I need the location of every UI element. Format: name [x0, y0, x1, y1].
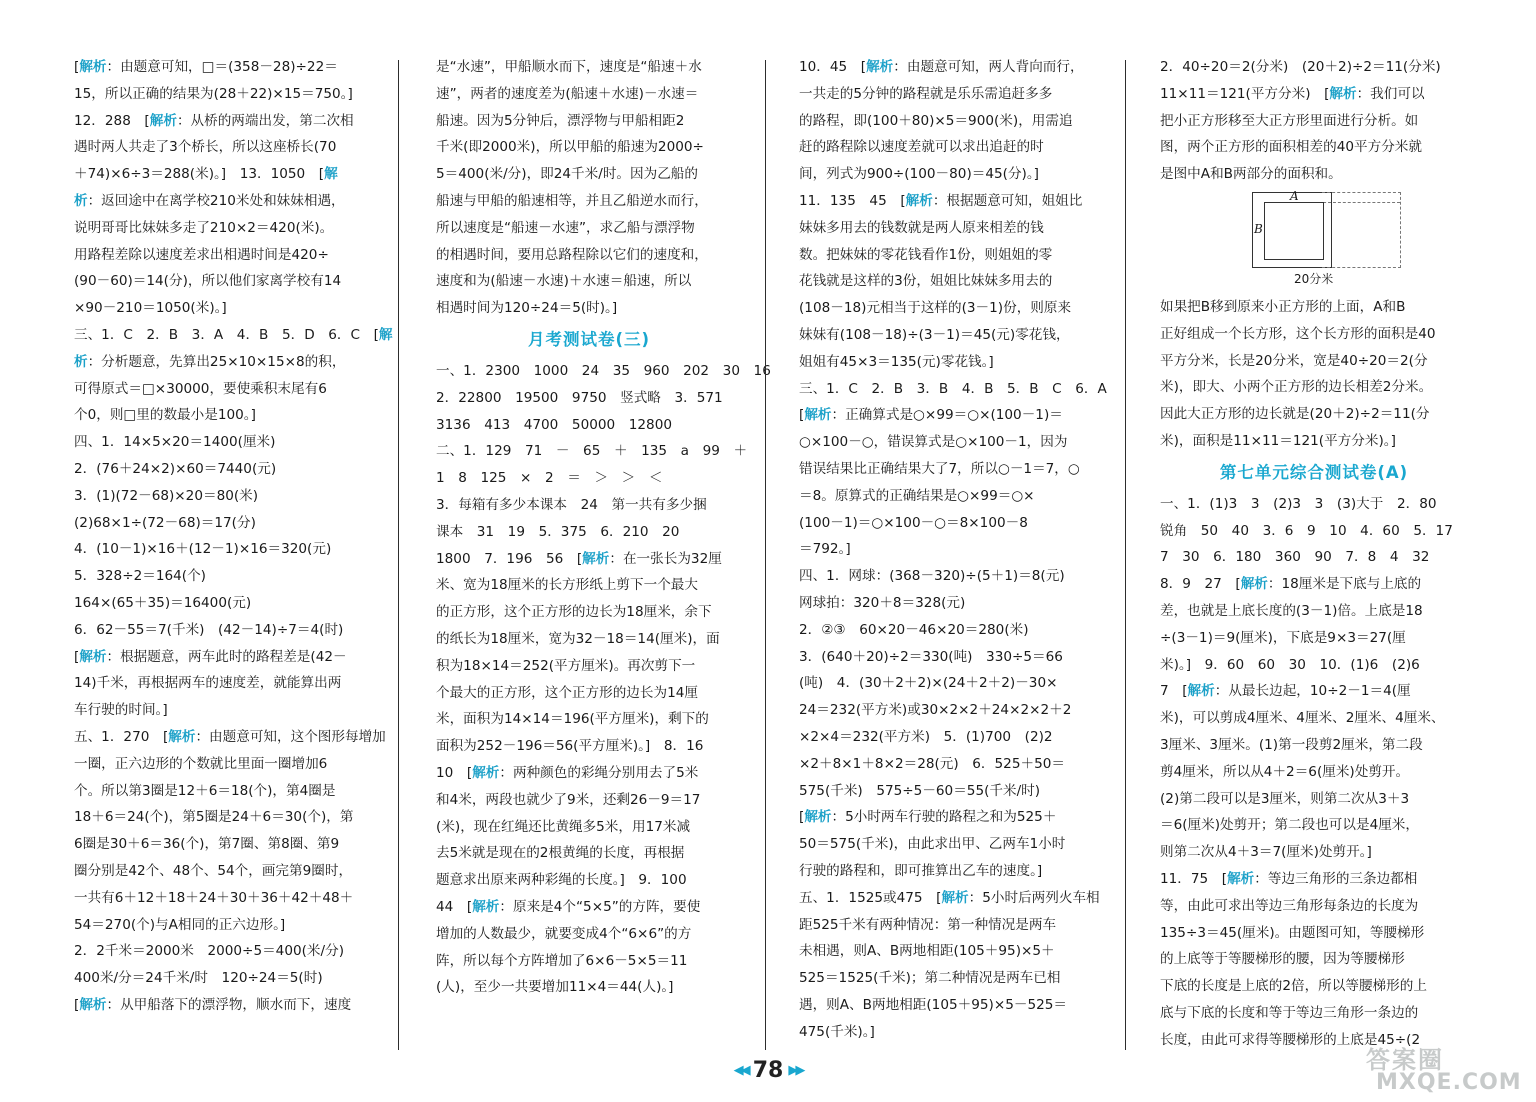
- answer-line: 的上底等于等腰梯形的腰，因为等腰梯形: [1160, 951, 1405, 968]
- answer-line: [436, 760, 742, 787]
- answer-text: 8．9 27 [: [1160, 576, 1241, 593]
- answer-line: 积为18×14＝252(平方厘米)。再次剪下一: [436, 657, 696, 674]
- answer-line: 妹妹有(108－18)÷(3－1)＝45(元)零花钱，: [799, 326, 1070, 343]
- answer-line: 题意求出原来两种彩绳的长度。] 9．100: [436, 872, 687, 889]
- analysis-tag: 解析: [168, 728, 196, 745]
- answer-line: ×2＋8×1＋8×2＝28(元) 6．525＋50＝: [799, 755, 1065, 772]
- answer-line: 锐角 50 40 3．6 9 10 4．60 5．17: [1160, 522, 1453, 539]
- answer-text: ：由题意可知，这个图形每增加: [195, 728, 386, 745]
- answer-line: [74, 992, 382, 1019]
- answer-line: 14)千米，再根据两车的速度差，就能算出两: [74, 675, 342, 692]
- answer-line: [799, 804, 1107, 831]
- answer-text: ：18厘米是下底与上底的: [1267, 576, 1422, 593]
- label-a: A: [1290, 188, 1299, 203]
- dashed-rectangle: [1322, 192, 1401, 268]
- answer-line: 米)，面积是11×11＝121(平方分米)。]: [1160, 432, 1396, 449]
- answer-line: [74, 322, 393, 349]
- analysis-tag: 解析: [866, 59, 894, 75]
- answer-line: 船速与甲船的船速相等，并且乙船逆水而行，: [436, 192, 708, 209]
- next-arrow-icon: ▶▶: [788, 1063, 803, 1078]
- answer-line: 一、1．(1)3 3 (2)3 3 (3)大于 2．80: [1160, 495, 1437, 512]
- answer-line: 二、1．129 71 － 65 ＋ 135 a 99 ＋: [436, 443, 748, 460]
- prev-arrow-icon: ◀◀: [733, 1063, 748, 1078]
- answer-line: [74, 108, 382, 135]
- answer-line: 间，列式为900÷(100－80)＝45(分)。]: [799, 166, 1039, 183]
- answer-line: 和4米，两段也就少了9米，还剩26－9＝17: [436, 791, 701, 808]
- small-square: [1264, 202, 1324, 260]
- answer-line: ＝6(厘米)处剪开；第二段也可以是4厘米，: [1160, 817, 1419, 834]
- answer-line: 1 8 125 × 2 ＝ ＞ ＞ ＜: [436, 470, 663, 487]
- answer-text: 11．135 45 [: [799, 192, 906, 209]
- answer-line: 网球拍：320＋8＝328(元): [799, 594, 966, 611]
- watermark-logo: [1366, 1040, 1526, 1096]
- answer-line: 数。把妹妹的零花钱看作1份，则姐姐的零: [799, 246, 1053, 263]
- answer-text: ：从最长边起，10÷2－1＝4(厘: [1214, 683, 1411, 700]
- analysis-tag: 解析: [1187, 683, 1215, 700]
- answer-line: 24＝232(平方米)或30×2×2＋24×2×2＋2: [799, 702, 1072, 719]
- answer-line: (90－60)＝14(分)，所以他们家离学校有14: [74, 273, 342, 290]
- answer-line: 米)，即大、小两个正方形的边长相差2分米。: [1160, 379, 1433, 396]
- answer-line: 50＝575(千米)，由此求出甲、乙两车1小时: [799, 836, 1066, 853]
- answer-line: 7 30 6．180 360 90 7．8 4 32: [1160, 549, 1430, 566]
- watermark-site: MXQE.COM: [1376, 1070, 1522, 1095]
- analysis-tag: 解析: [804, 809, 832, 826]
- column-2-top: [436, 54, 742, 322]
- analysis-tag: 解析: [149, 112, 177, 129]
- answer-line: 错误结果比正确结果大了7，所以○－1＝7，○: [799, 460, 1080, 477]
- analysis-tag: 解析: [941, 889, 969, 906]
- answer-line: 图，两个正方形的面积相差的40平方分米就: [1160, 139, 1422, 156]
- answer-text: 12．288 [: [74, 112, 150, 129]
- analysis-tag: 析: [74, 192, 88, 209]
- answer-line: 下底的长度是上底的2倍，所以等腰梯形的上: [1160, 978, 1427, 995]
- answer-line: 三、1．C 2．B 3．B 4．B 5．B C 6．A: [799, 380, 1107, 397]
- analysis-tag: 解析: [1227, 870, 1255, 887]
- answer-line: 姐姐有45×3＝135(元)零花钱。]: [799, 353, 994, 370]
- answer-line: 的正方形，这个正方形的边长为18厘米，余下: [436, 604, 712, 621]
- answer-line: 是图中A和B两部分的面积和。: [1160, 166, 1342, 183]
- answer-line: [74, 349, 382, 376]
- watermark-badge: 答案圈: [1366, 1046, 1444, 1074]
- answer-text: 7 [: [1160, 683, 1188, 700]
- answer-line: 遇时两人共走了3个桥长，所以这座桥长(70: [74, 139, 337, 156]
- answer-line: 3．每箱有多少本课本 24 第一共有多少捆: [436, 496, 707, 513]
- answer-line: 车行驶的时间。]: [74, 702, 168, 719]
- answer-text: 五、1．1525或475 [: [799, 889, 942, 906]
- answer-line: 如果把B移到原来小正方形的上面，A和B: [1160, 298, 1406, 315]
- answer-line: 475(千米)。]: [799, 1023, 875, 1040]
- answer-line: 相遇时间为120÷24＝5(时)。]: [436, 300, 618, 317]
- column-4-top: [1160, 54, 1468, 188]
- section-heading-unit7-test-a: 第七单元综合测试卷(A): [1219, 462, 1409, 482]
- answer-line: 400米/分＝24千米/时 120÷24＝5(时): [74, 970, 323, 987]
- answer-text: ：等边三角形的三条边都相: [1254, 870, 1418, 887]
- answer-line: 2．②③ 60×20－46×20＝280(米): [799, 621, 1029, 638]
- analysis-tag: 解: [324, 166, 338, 183]
- answer-text: ：从桥的两端出发，第二次相: [176, 112, 354, 129]
- answer-line: 3厘米、3厘米。(1)第一段剪2厘米，第二段: [1160, 736, 1423, 753]
- answer-line: (2)68×1÷(72－68)＝17(分): [74, 514, 256, 531]
- answer-line: [74, 188, 382, 215]
- analysis-tag: 解析: [804, 407, 832, 424]
- answer-text: ：正确算式是○×99＝○×(100－1)＝: [831, 407, 1063, 424]
- answer-line: [74, 644, 382, 671]
- answer-line: 距525千米有两种情况：第一种情况是两车: [799, 916, 1057, 933]
- answer-line: 3．(640＋20)÷2＝330(吨) 330÷5＝66: [799, 648, 1063, 665]
- answer-line: 圈分别是42个、48个、54个，画完第9圈时，: [74, 862, 353, 879]
- analysis-tag: 解析: [472, 764, 500, 781]
- answer-line: 船速。因为5分钟后，漂浮物与甲船相距2: [436, 112, 685, 129]
- answer-line: [74, 54, 382, 81]
- answer-line: 的纸长为18厘米，宽为32－18＝14(厘米)，面: [436, 630, 720, 647]
- answer-line: (100－1)＝○×100－○＝8×100－8: [799, 514, 1028, 531]
- answer-text: [: [799, 407, 805, 424]
- answer-line: 课本 31 19 5．375 6．210 20: [436, 523, 680, 540]
- answer-line: [799, 54, 1107, 81]
- answer-line: 164×(65＋35)＝16400(元): [74, 594, 252, 611]
- answer-line: 一共有6＋12＋18＋24＋30＋36＋42＋48＋: [74, 889, 354, 906]
- squares-diagram: [1160, 188, 1468, 294]
- answer-text: 五、1．270 [: [74, 728, 169, 745]
- answer-line: 个0，则□里的数最小是100。]: [74, 407, 256, 424]
- answer-line: ÷(3－1)＝9(厘米)，下底是9×3＝27(厘: [1160, 629, 1406, 646]
- answer-text: ：在一张长为32厘: [609, 550, 722, 567]
- answer-text: ：根据题意，两车此时的路程差是(42－: [106, 648, 347, 665]
- answer-line: 一共走的5分钟的路程就是乐乐需追赶多多: [799, 85, 1053, 102]
- answer-text: ：5小时后两列火车相: [968, 889, 1100, 906]
- answer-line: 575(千米) 575÷5－60＝55(千米/时): [799, 782, 1041, 799]
- answer-line: [436, 894, 742, 921]
- answer-line: 增加的人数最少，就要变成4个“6×6”的方: [436, 925, 692, 942]
- answer-line: 4．(10－1)×16＋(12－1)×16＝320(元): [74, 541, 332, 558]
- page-number: 78: [752, 1058, 784, 1083]
- answer-line: 个最大的正方形，这个正方形的边长为14厘: [436, 684, 698, 701]
- answer-line: 用路程差除以速度差求出相遇时间是420÷: [74, 246, 329, 263]
- answer-line: 3．(1)(72－68)×20＝80(米): [74, 487, 259, 504]
- answer-column-1: [74, 54, 393, 1019]
- answer-text: 1800 7．196 56 [: [436, 550, 583, 567]
- analysis-tag: 解析: [905, 192, 933, 209]
- answer-line: (人)，至少一共要增加11×4＝44(人)。]: [436, 979, 674, 996]
- answer-text: 三、1．C 2．B 3．A 4．B 5．D 6．C [: [74, 326, 379, 343]
- answer-line: (吨) 4．(30＋2＋2)×(24＋2＋2)－30×: [799, 675, 1058, 692]
- analysis-tag: 解析: [79, 996, 107, 1013]
- answer-line: 妹妹多用去的钱数就是两人原来相差的钱: [799, 219, 1044, 236]
- answer-line: 因此大正方形的边长就是(20＋2)÷2＝11(分: [1160, 406, 1430, 423]
- label-b: B: [1254, 221, 1263, 236]
- answer-line: 等，由此可求出等边三角形每条边的长度为: [1160, 897, 1419, 914]
- answer-line: 的相遇时间，要用总路程除以它们的速度和，: [436, 246, 708, 263]
- answer-line: (米)，现在红绳还比黄绳多5米，用17米减: [436, 818, 691, 835]
- analysis-tag: 解: [378, 326, 393, 343]
- answer-line: 2．(76＋24×2)×60＝7440(元): [74, 460, 277, 477]
- answer-line: 所以速度是“船速－水速”，求乙船与漂浮物: [436, 219, 695, 236]
- answer-text: ：从甲船落下的漂浮物，顺水而下，速度: [106, 996, 352, 1013]
- answer-text: [: [74, 59, 80, 75]
- answer-line: 的路程，即(100＋80)×5＝900(米)，用需追: [799, 112, 1073, 129]
- answer-text: ：我们可以: [1356, 85, 1425, 102]
- analysis-tag: 析: [74, 353, 88, 370]
- analysis-tag: 解析: [79, 648, 107, 665]
- analysis-tag: 解析: [582, 550, 610, 567]
- answer-line: 5．328÷2＝164(个): [74, 568, 206, 585]
- answer-text: ＋74)×6÷3＝288(米)。] 13．1050 [: [74, 166, 325, 183]
- answer-line: 未相遇，则A、B两地相距(105＋95)×5＋: [799, 943, 1055, 960]
- answer-line: [799, 402, 1107, 429]
- answer-line: 18＋6＝24(个)，第5圈是24＋6＝30(个)，第: [74, 809, 354, 826]
- column-divider: [765, 60, 766, 1050]
- answer-line: 去5米就是现在的2根黄绳的长度，再根据: [436, 845, 685, 862]
- answer-line: 个。所以第3圈是12＋6＝18(个)，第4圈是: [74, 782, 336, 799]
- answer-line: [74, 161, 382, 188]
- answer-text: ：由题意可知，两人背向而行，: [893, 59, 1084, 75]
- column-2-bottom: [436, 358, 771, 1001]
- answer-line: 赶的路程除以速度差就可以求出追赶的时: [799, 139, 1044, 156]
- answer-line: 千米(即2000米)，所以甲船的船速为2000÷: [436, 139, 704, 156]
- answer-text: 11×11＝121(平方分米) [: [1160, 85, 1330, 102]
- answer-line: 速”，两者的速度差为(船速＋水速)－水速＝: [436, 85, 699, 102]
- answer-line: 长度，由此可求得等腰梯形的上底是45÷(2: [1160, 1031, 1421, 1048]
- answer-line: 2．2千米＝2000米 2000÷5＝400(米/分): [74, 943, 345, 960]
- answer-line: [1160, 866, 1468, 893]
- answer-line: 2．40÷20＝2(分米) (20＋2)÷2＝11(分米): [1160, 59, 1441, 75]
- analysis-tag: 解析: [472, 898, 500, 915]
- answer-line: ○×100－○，错误算式是○×100－1，因为: [799, 434, 1068, 451]
- answer-line: [1160, 571, 1468, 598]
- answer-text: ：返回途中在离学校210米处和妹妹相遇，: [87, 192, 345, 209]
- answer-line: 四、1．14×5×20＝1400(厘米): [74, 434, 276, 451]
- answer-line: 54＝270(个)与A相同的正六边形。]: [74, 916, 286, 933]
- answer-line: 525＝1525(千米)；第二种情况是两车已相: [799, 970, 1061, 987]
- column-4-middle: [1160, 294, 1468, 455]
- answer-line: ＝792。]: [799, 541, 851, 558]
- answer-line: 速度和为(船速－水速)＋水速＝船速，所以: [436, 273, 692, 290]
- column-divider: [1125, 60, 1126, 1050]
- answer-line: 把小正方形移至大正方形里面进行分析。如: [1160, 112, 1419, 129]
- answer-line: 5＝400(米/分)，即24千米/时。因为乙船的: [436, 166, 698, 183]
- answer-text: [: [74, 648, 80, 665]
- answer-text: ：根据题意可知，姐姐比: [932, 192, 1083, 209]
- answer-line: 米，面积为14×14＝196(平方厘米)，剩下的: [436, 711, 709, 728]
- answer-text: ：原来是4个“5×5”的方阵，要使: [499, 898, 701, 915]
- answer-line: [799, 885, 1107, 912]
- answer-line: 面积为252－196＝56(平方厘米)。] 8．16: [436, 738, 704, 755]
- analysis-tag: 解析: [1329, 85, 1357, 102]
- analysis-tag: 解析: [1240, 576, 1268, 593]
- answer-line: 差，也就是上底长度的(3－1)倍。上底是18: [1160, 602, 1423, 619]
- answer-text: 11．75 [: [1160, 870, 1228, 887]
- answer-line: 行驶的路程和，即可推算出乙车的速度。]: [799, 862, 1043, 879]
- answer-column-4: [1160, 54, 1468, 1054]
- answer-line: [1160, 81, 1468, 108]
- answer-line: 可得原式＝□×30000，要使乘积末尾有6: [74, 380, 327, 397]
- answer-line: 底与下底的长度和等于等边三角形一条边的: [1160, 1004, 1419, 1021]
- analysis-tag: 解析: [79, 59, 107, 75]
- column-4-bottom: [1160, 491, 1468, 1054]
- answer-column-3: [799, 54, 1107, 1045]
- answer-line: 6．62－55＝7(千米) (42－14)÷7＝4(时): [74, 621, 344, 638]
- answer-text: ：由题意可知，□＝(358－28)÷22＝: [106, 59, 338, 75]
- answer-line: 则第二次从4＋3＝7(厘米)处剪开。]: [1160, 844, 1372, 861]
- answer-line: 是“水速”，甲船顺水而下，速度是“船速＋水: [436, 59, 702, 75]
- answer-line: 遇，则A、B两地相距(105＋95)×5－525＝: [799, 996, 1067, 1013]
- answer-line: 平方分米，长是20分米，宽是40÷20＝2(分: [1160, 352, 1428, 369]
- answer-line: ×90－210＝1050(米)。]: [74, 300, 227, 317]
- answer-column-2: [436, 54, 771, 1001]
- answer-line: 一、1．2300 1000 24 35 960 202 30 16: [436, 362, 771, 379]
- answer-line: 说明哥哥比妹妹多走了210×2＝420(米)。: [74, 219, 334, 236]
- answer-line: 米)。] 9．60 60 30 10．(1)6 (2)6: [1160, 656, 1420, 673]
- column-divider: [398, 60, 399, 1050]
- answer-text: [: [74, 996, 80, 1013]
- answer-line: 一圈，正六边形的个数就比里面一圈增加6: [74, 755, 328, 772]
- answer-line: [799, 188, 1107, 215]
- answer-line: (2)第二段可以是3厘米，则第二次从3＋3: [1160, 790, 1410, 807]
- answer-line: 3136 413 4700 50000 12800: [436, 416, 672, 433]
- answer-text: 44 [: [436, 898, 473, 915]
- answer-line: 135÷3＝45(厘米)。由题图可知，等腰梯形: [1160, 924, 1425, 941]
- answer-line: 米)，可以剪成4厘米、4厘米、2厘米、4厘米、: [1160, 710, 1445, 727]
- answer-line: [74, 724, 386, 751]
- section-heading-monthly-test-3: 月考测试卷(三): [527, 329, 651, 349]
- answer-line: 四、1．网球：(368－320)÷(5＋1)＝8(元): [799, 568, 1065, 585]
- answer-line: [436, 546, 742, 573]
- answer-line: ×2×4＝232(平方米) 5．(1)700 (2)2: [799, 728, 1053, 745]
- page-footer: [0, 1058, 1536, 1083]
- answer-text: 10 [: [436, 764, 473, 781]
- answer-line: [1160, 678, 1468, 705]
- answer-text: ：5小时两车行驶的路程之和为525＋: [831, 809, 1057, 826]
- answer-line: 2．22800 19500 9750 竖式略 3．571: [436, 389, 723, 406]
- answer-line: 正好组成一个长方形，这个长方形的面积是40: [1160, 325, 1436, 342]
- figure-caption: 20分米: [1294, 271, 1334, 286]
- answer-text: ：两种颜色的彩绳分别用去了5米: [499, 764, 699, 781]
- answer-line: 花钱就是这样的3份，姐姐比妹妹多用去的: [799, 273, 1053, 290]
- answer-line: (108－18)元相当于这样的(3－1)份，则原来: [799, 300, 1072, 317]
- answer-text: ：分析题意，先算出25×10×15×8的积，: [87, 353, 346, 370]
- answer-text: 10．45 [: [799, 59, 867, 75]
- answer-line: 15，所以正确的结果为(28＋22)×15＝750。]: [74, 85, 353, 102]
- answer-text: [: [799, 809, 805, 826]
- answer-line: 剪4厘米，所以从4＋2＝6(厘米)处剪开。: [1160, 763, 1410, 780]
- answer-line: 6圈是30＋6＝36(个)，第7圈、第8圈、第9: [74, 836, 340, 853]
- answer-line: ＝8。原算式的正确结果是○×99＝○×: [799, 487, 1035, 504]
- answer-line: 阵，所以每个方阵增加了6×6－5×5＝11: [436, 952, 688, 969]
- answer-line: 米、宽为18厘米的长方形纸上剪下一个最大: [436, 577, 698, 594]
